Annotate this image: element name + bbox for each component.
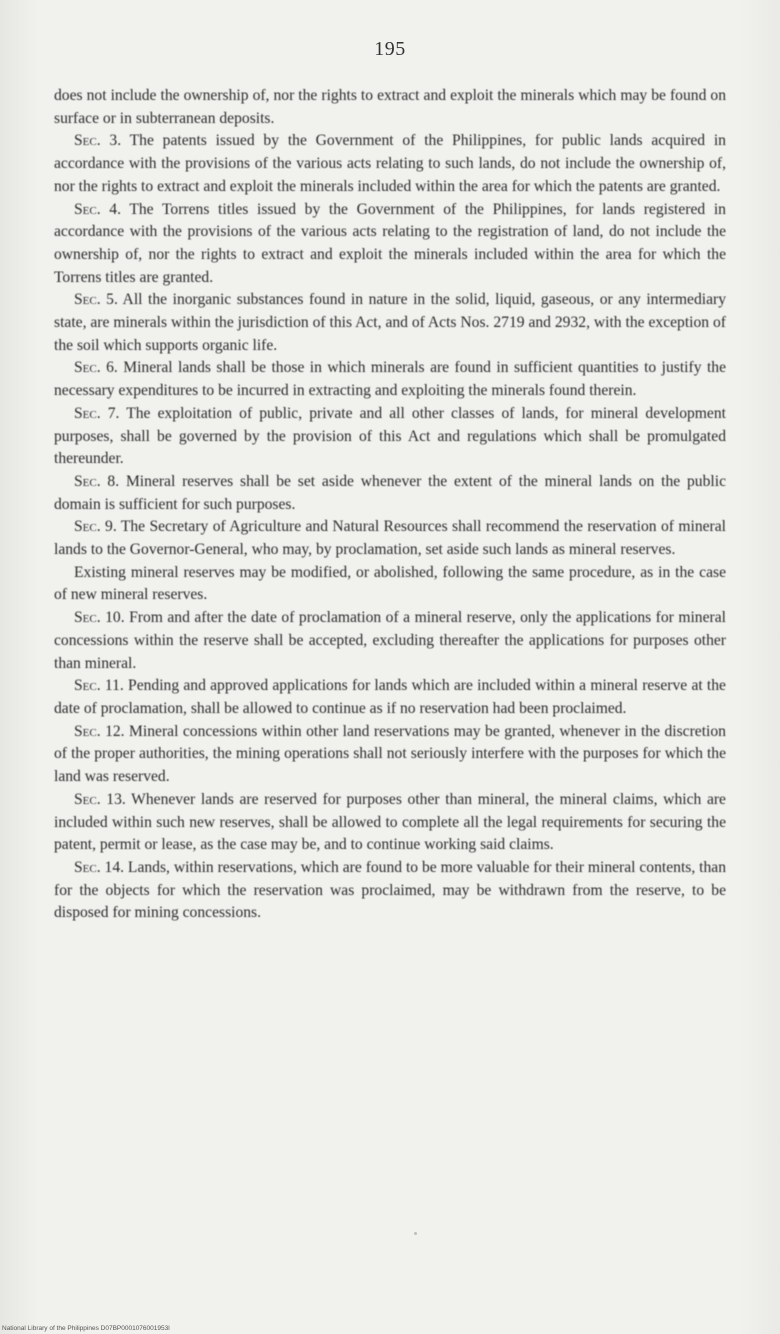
section-label: Sec. 3. [74, 132, 122, 150]
section-12 [54, 721, 726, 789]
paragraph-text: Mineral concessions within other land reservations may be granted, whenever in the discretion of the proper authorities, the mining operations shall not seriously interfere with the purposes for which the land was reserved. [54, 722, 726, 786]
section-label: Sec. 5. [74, 291, 118, 309]
paragraph-text: The Torrens titles issued by the Government of the Philippines, for lands registered in accordance with the provisions of the various acts relating to the registration of land, do not include the ownership of, nor the rights to extract and exploit the minerals included within the area for which the Torrens titles are granted. [54, 200, 726, 286]
document-body [54, 85, 726, 925]
section-5 [54, 289, 726, 357]
section-label: Sec. 10. [74, 609, 125, 627]
section-10 [54, 607, 726, 675]
section-label: Sec. 4. [74, 200, 121, 218]
scan-speck [414, 1232, 417, 1235]
section-label: Sec. 9. [74, 518, 117, 536]
paragraph-text: From and after the date of proclamation of a mineral reserve, only the applications for mineral concessions within the reserve shall be accepted, excluding thereafter the applications for purposes other than mineral. [54, 609, 726, 672]
paragraph-text: The exploitation of public, private and all other classes of lands, for mineral development purposes, shall be governed by the provision of this Act and regulations which shall be promulgated thereunder. [54, 404, 726, 468]
section-9-continuation [54, 562, 726, 607]
scan-footer-watermark: National Library of the Philippines D07BP0001076001953l [2, 1325, 170, 1332]
paragraph-text: The Secretary of Agriculture and Natural Resources shall recommend the reservation of mineral lands to the Governor-General, who may, by proclamation, set aside such lands as mineral reserves. [54, 518, 726, 559]
paragraph-text: Mineral reserves shall be set aside whenever the extent of the mineral lands on the public domain is sufficient for such purposes. [54, 472, 726, 513]
section-14 [54, 857, 726, 925]
section-6 [54, 357, 726, 402]
section-8 [54, 471, 726, 516]
section-label: Sec. 13. [74, 790, 126, 808]
paragraph-text: Lands, within reservations, which are found to be more valuable for their mineral contents, than for the objects for which the reservation was proclaimed, may be withdrawn from the reserve, to be disposed for mining concessions. [54, 858, 726, 922]
section-label: Sec. 14. [74, 858, 125, 876]
section-label: Sec. 8. [74, 472, 120, 490]
section-9 [54, 516, 726, 561]
section-3 [54, 130, 726, 198]
section-label: Sec. 6. [74, 359, 118, 377]
paragraph-text: does not include the ownership of, nor the rights to extract and exploit the minerals which may be found on surface or in subterranean deposits. [54, 87, 726, 127]
section-label: Sec. 11. [74, 677, 124, 695]
section-4 [54, 199, 726, 290]
paragraph-text: Existing mineral reserves may be modified, or abolished, following the same procedure, as in the case of new mineral reserves. [54, 563, 726, 604]
section-label: Sec. 12. [74, 722, 125, 740]
section-13 [54, 789, 726, 857]
paragraph-text: Mineral lands shall be those in which minerals are found in sufficient quantities to justify the necessary expenditures to be incurred in extracting and exploiting the minerals found therein. [54, 359, 726, 400]
paragraph-text: Whenever lands are reserved for purposes other than mineral, the mineral claims, which are included within such new reserves, shall be allowed to complete all the legal requirements for securing the patent, permit or lease, as the case may be, and to continue working said claims. [54, 790, 726, 854]
section-label: Sec. 7. [74, 404, 120, 422]
paragraph-text: All the inorganic substances found in nature in the solid, liquid, gaseous, or any intermediary state, are minerals within the jurisdiction of this Act, and of Acts Nos. 2719 and 2932, with the exception of the soil which supports organic life. [54, 291, 726, 354]
paragraph-continuation [54, 85, 726, 130]
section-7 [54, 403, 726, 471]
paragraph-text: Pending and approved applications for lands which are included within a mineral reserve at the date of proclamation, shall be allowed to continue as if no reservation had been proclaimed. [54, 677, 726, 717]
page-number: 195 [374, 38, 406, 60]
section-11 [54, 675, 726, 720]
paragraph-text: The patents issued by the Government of the Philippines, for public lands acquired in accordance with the provisions of the various acts relating to such lands, do not include the ownership of, nor the rights to extract and exploit the minerals included within the area for which the patents are granted. [54, 132, 726, 195]
